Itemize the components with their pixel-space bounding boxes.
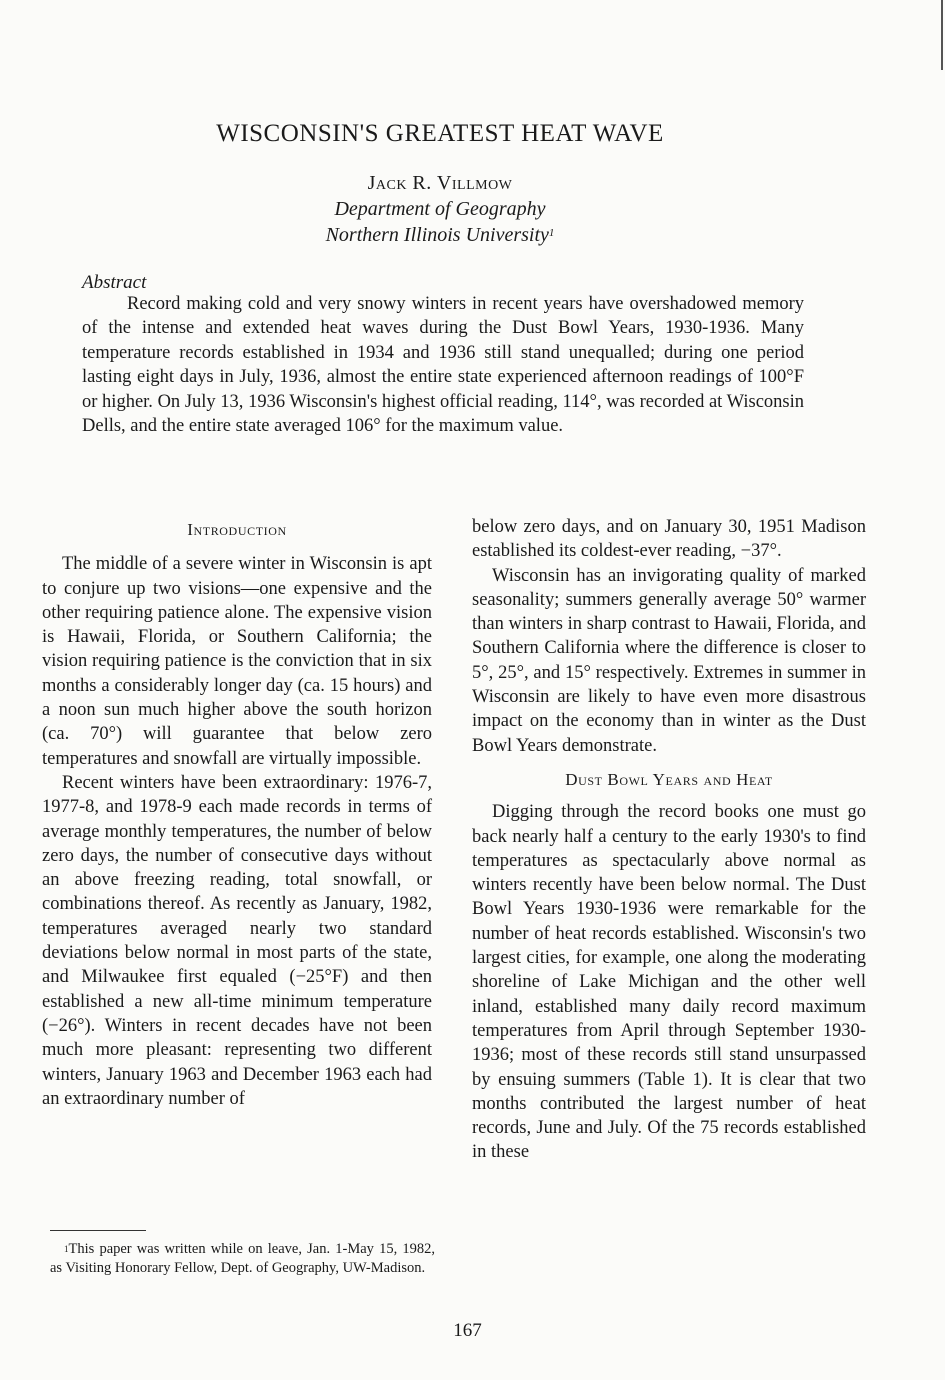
footnote-number: 1 <box>64 1244 69 1254</box>
page-edge <box>941 0 943 70</box>
author-name: Jack R. Villmow <box>367 172 513 194</box>
introduction-paragraph-2-continued: below zero days, and on January 30, 1951 Madison established its coldest-ever reading, −37°. <box>472 517 866 562</box>
dust-bowl-paragraph-1: Digging through the record books one must go back nearly half a century to the early 1930's to find temperatures as spectacularly above normal as winters recently have been below normal. The Dust Bowl Years 1930-1936 were remarkable for the number of heat records established. Wisconsin's two largest cities, for example, one along the moderating shoreline of Lake Michigan and the other well inland, established many daily record maximum temperatures from April through September 1930-1936; most of these records still stand unsurpassed by ensuing summers (Table 1). It is clear that two months contributed the largest number of heat records, June and July. Of the 75 records established in these <box>472 802 866 1163</box>
dust-bowl-heading: Dust Bowl Years and Heat <box>565 769 773 789</box>
author-university <box>0 222 880 248</box>
footnote-text: This paper was written while on leave, Jan. 1-May 15, 1982, as Visiting Honorary Fellow, Dept. of Geography, UW-Madison. <box>50 1241 435 1276</box>
introduction-paragraph-1: The middle of a severe winter in Wisconsin is apt to conjure up two visions—one expensive and the other requiring patience alone. The expensive vision is Hawaii, Florida, or Southern California; the vision requiring patience is the conviction that in six months a considerably longer day (ca. 15 hours) and a noon sun much higher above the south horizon (ca. 70°) will guarantee that below zero temperatures and snowfall are virtually impossible. <box>42 554 432 769</box>
right-column <box>472 515 866 1165</box>
introduction-paragraph-2: Recent winters have been extraordinary: 1976-7, 1977-8, and 1978-9 each made records in terms of average monthly temperatures, the number of below zero days, the number of consecutive days without an above freezing reading, total snowfall, or combinations thereof. As recently as January, 1982, temperatures averaged nearly two standard deviations below normal in most parts of the state, and Milwaukee first equaled (−25°F) and then established a new all-time minimum temperature (−26°). Winters in recent decades have not been much more pleasant: representing two different winters, January 1963 and December 1963 each had an extraordinary number of <box>42 772 432 1109</box>
page-number: 167 <box>453 1320 482 1341</box>
article-title: WISCONSIN'S GREATEST HEAT WAVE <box>216 120 664 147</box>
author-block <box>0 170 880 248</box>
abstract-heading: Abstract <box>82 272 147 293</box>
footnote <box>50 1240 435 1278</box>
author-department: Department of Geography <box>334 198 546 220</box>
footnote-divider <box>50 1230 146 1231</box>
left-column <box>42 518 432 1111</box>
abstract-text: Record making cold and very snowy winters in recent years have overshadowed memory of the intense and extended heat waves during the Dust Bowl Years, 1930-1936. Many temperature records established in 1934 and 1936 still stand unequalled; during one period lasting eight days in July, 1936, almost the entire state experienced afternoon readings of 100°F or higher. On July 13, 1936 Wisconsin's highest official reading, 114°, was recorded at Wisconsin Dells, and the entire state averaged 106° for the maximum value. <box>82 294 804 437</box>
introduction-heading: Introduction <box>187 520 287 539</box>
university-name: Northern Illinois University <box>325 224 549 246</box>
footnote-marker: 1 <box>548 227 555 239</box>
introduction-paragraph-3: Wisconsin has an invigorating quality of marked seasonality; summers generally average 50° warmer than winters in sharp contrast to Hawaii, Florida, and Southern California where the difference is closer to 5°, 25°, and 15° respectively. Extremes in summer in Wisconsin are likely to have even more disastrous impact on the economy than in winter as the Dust Bowl Years demonstrate. <box>472 565 866 756</box>
